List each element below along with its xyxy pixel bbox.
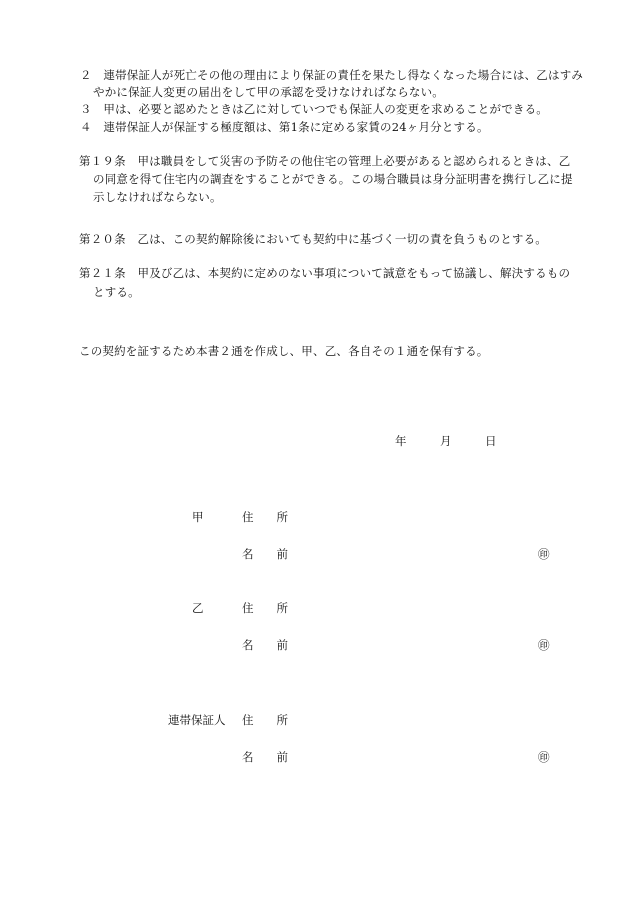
clause-18-2-line-1: ２ 連帯保証人が死亡その他の理由により保証の責任を果たし得なくなった場合には、乙はすみ xyxy=(80,68,584,82)
guarantor-role: 連帯保証人 xyxy=(168,713,226,727)
party-ko-address-label: 住 所 xyxy=(242,510,288,524)
article-19-line-2: の同意を得て住宅内の調査をすることができる。この場合職員は身分証明書を携行し乙に提 xyxy=(93,172,573,186)
clause-18-3: ３ 甲は、必要と認めたときは乙に対していつでも保証人の変更を求めることができる。 xyxy=(80,102,548,116)
guarantor-name-label: 名 前 xyxy=(242,750,288,764)
article-21-line-1: 第２１条 甲及び乙は、本契約に定めのない事項について誠意をもって協議し、解決するもの xyxy=(79,266,571,280)
guarantor-seal-icon: ㊞ xyxy=(538,750,550,764)
party-otsu-role: 乙 xyxy=(192,601,204,615)
party-ko-name-label: 名 前 xyxy=(242,547,288,561)
date-month: 月 xyxy=(440,434,452,448)
closing-statement: この契約を証するため本書２通を作成し、甲、乙、各自その１通を保有する。 xyxy=(79,344,489,358)
party-otsu-address-label: 住 所 xyxy=(242,601,288,615)
guarantor-address-label: 住 所 xyxy=(242,713,288,727)
article-20: 第２０条 乙は、この契約解除後においても契約中に基づく一切の責を負うものとする。 xyxy=(79,232,547,246)
date-year: 年 xyxy=(395,434,407,448)
clause-18-4: ４ 連帯保証人が保証する極度額は、第1条に定める家賃の24ヶ月分とする。 xyxy=(80,120,489,134)
date-day: 日 xyxy=(485,434,497,448)
party-otsu-name-label: 名 前 xyxy=(242,638,288,652)
article-19-line-1: 第１９条 甲は職員をして災害の予防その他住宅の管理上必要があると認められるときは、乙 xyxy=(79,154,571,168)
party-ko-seal-icon: ㊞ xyxy=(538,547,550,561)
party-ko-role: 甲 xyxy=(192,510,204,524)
clause-18-2-line-2: やかに保証人変更の届出をして甲の承認を受けなければならない。 xyxy=(93,85,444,99)
article-21-line-2: とする。 xyxy=(93,285,140,299)
party-otsu-seal-icon: ㊞ xyxy=(538,638,550,652)
article-19-line-3: 示しなければならない。 xyxy=(93,190,222,204)
